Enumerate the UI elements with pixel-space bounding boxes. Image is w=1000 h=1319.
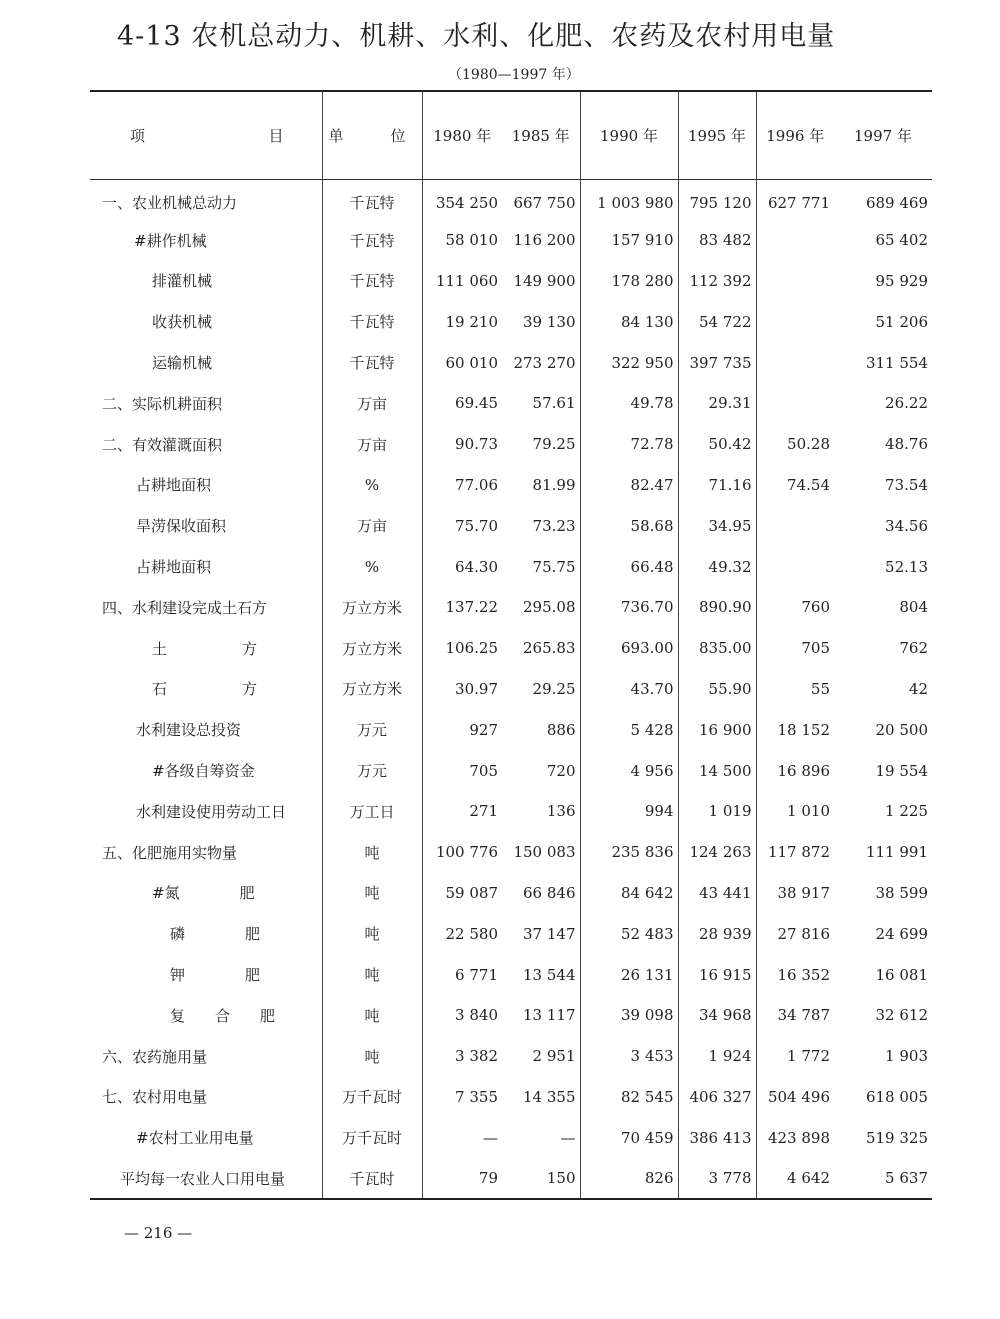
row-value-cell: 82.47 bbox=[580, 465, 678, 506]
row-value-cell: 84 130 bbox=[580, 301, 678, 342]
row-value-cell: 52 483 bbox=[580, 913, 678, 954]
row-unit: 千瓦特 bbox=[322, 261, 422, 302]
row-value-cell: 5 428 bbox=[580, 709, 678, 750]
row-value-cell: 54 722 bbox=[678, 301, 756, 342]
row-item-label: 六、农药施用量 bbox=[102, 1047, 208, 1066]
row-value-cell: 57.61 bbox=[532, 394, 576, 413]
row-value-cell: 64.30 bbox=[422, 546, 502, 587]
row-value-cell: 100 776 bbox=[422, 832, 502, 873]
row-value-cell: 6 771 bbox=[422, 954, 502, 995]
row-item-label: 平均每一农业人口用电量 bbox=[120, 1169, 286, 1188]
row-value-cell: 311 554 bbox=[865, 353, 928, 372]
row-value-cell: 22 580 bbox=[422, 913, 502, 954]
row-value-cell: 38 917 bbox=[756, 873, 834, 914]
table-row bbox=[90, 873, 932, 914]
row-value-cell: 66.48 bbox=[580, 546, 678, 587]
row-value-cell: 79 bbox=[422, 1158, 502, 1199]
row-value-cell: 34 787 bbox=[756, 995, 834, 1036]
row-item-label: 一、农业机械总动力 bbox=[102, 194, 238, 213]
table-row bbox=[90, 587, 932, 628]
row-value-cell bbox=[756, 220, 834, 261]
row-unit: 万元 bbox=[322, 709, 422, 750]
row-value-cell: 804 bbox=[899, 598, 928, 617]
row-item-label: #氮 肥 bbox=[152, 884, 255, 903]
row-value-cell: 423 898 bbox=[756, 1117, 834, 1158]
page-title: 4-13 农机总动力、机耕、水利、化肥、农药及农村用电量 bbox=[117, 21, 836, 52]
row-item-label: 土 方 bbox=[152, 639, 258, 658]
table-row bbox=[90, 342, 932, 383]
row-value-cell: 150 083 bbox=[513, 843, 576, 862]
row-unit: 万元 bbox=[322, 750, 422, 791]
table-row bbox=[90, 1077, 932, 1118]
row-value-cell: 618 005 bbox=[865, 1087, 928, 1106]
row-value-cell: 149 900 bbox=[513, 271, 576, 290]
row-value-cell: 49.32 bbox=[678, 546, 756, 587]
row-value-cell: 762 bbox=[899, 639, 928, 658]
row-value-cell: 3 778 bbox=[678, 1158, 756, 1199]
row-value-cell: 38 599 bbox=[875, 883, 928, 902]
header-unit-left: 单 bbox=[328, 126, 344, 145]
table-row bbox=[90, 954, 932, 995]
row-value-cell: 124 263 bbox=[678, 832, 756, 873]
row-value-cell: 519 325 bbox=[865, 1128, 928, 1147]
row-item-label: 占耕地面积 bbox=[136, 476, 212, 495]
header-year-1990: 1990 年 bbox=[580, 91, 678, 179]
row-value-cell: 760 bbox=[756, 587, 834, 628]
row-value-cell: 178 280 bbox=[580, 261, 678, 302]
row-value-cell: 271 bbox=[422, 791, 502, 832]
row-value-cell: 65 402 bbox=[875, 231, 928, 250]
row-value-cell: 90.73 bbox=[422, 424, 502, 465]
row-value-cell: 71.16 bbox=[678, 465, 756, 506]
header-year-1997: 1997 年 bbox=[834, 91, 932, 179]
row-value-cell: — bbox=[422, 1117, 502, 1158]
row-value-cell: 43 441 bbox=[678, 873, 756, 914]
page-subtitle: （1980—1997 年） bbox=[448, 67, 580, 83]
row-item-label: 水利建设使用劳动工日 bbox=[136, 802, 287, 821]
table-row bbox=[90, 628, 932, 669]
row-value-cell: 106.25 bbox=[422, 628, 502, 669]
table-row bbox=[90, 791, 932, 832]
row-value-cell: 2 951 bbox=[532, 1047, 576, 1066]
row-value-cell: 48.76 bbox=[885, 435, 928, 454]
row-unit: 千瓦特 bbox=[322, 301, 422, 342]
header-year-1995: 1995 年 bbox=[678, 91, 756, 179]
row-value-cell: 1 010 bbox=[756, 791, 834, 832]
row-value-cell: 4 956 bbox=[580, 750, 678, 791]
row-value-cell: 59 087 bbox=[422, 873, 502, 914]
row-value-cell: 3 453 bbox=[580, 1036, 678, 1077]
row-value-cell: 705 bbox=[756, 628, 834, 669]
row-unit: 吨 bbox=[322, 954, 422, 995]
row-unit: 万亩 bbox=[322, 505, 422, 546]
statistics-table bbox=[90, 90, 932, 1200]
row-item-label: 磷 肥 bbox=[170, 925, 261, 944]
table-row bbox=[90, 465, 932, 506]
row-value-cell: 79.25 bbox=[532, 435, 576, 454]
table-row bbox=[90, 220, 932, 261]
row-value-cell: 32 612 bbox=[875, 1006, 928, 1025]
row-unit: 吨 bbox=[322, 1036, 422, 1077]
row-item-label: 四、水利建设完成土石方 bbox=[102, 598, 268, 617]
row-value-cell: 69.45 bbox=[422, 383, 502, 424]
header-item-right: 目 bbox=[268, 126, 284, 145]
statistics-table-container bbox=[90, 90, 932, 1200]
row-value-cell: 50.42 bbox=[678, 424, 756, 465]
row-value-cell: 137.22 bbox=[422, 587, 502, 628]
row-value-cell: 7 355 bbox=[422, 1077, 502, 1118]
header-item-left: 项 bbox=[130, 126, 146, 145]
row-value-cell: 835.00 bbox=[678, 628, 756, 669]
row-value-cell: 19 210 bbox=[422, 301, 502, 342]
row-unit: 万立方米 bbox=[322, 587, 422, 628]
row-value-cell: 58 010 bbox=[422, 220, 502, 261]
row-value-cell bbox=[756, 546, 834, 587]
table-row bbox=[90, 1117, 932, 1158]
row-value-cell: 322 950 bbox=[580, 342, 678, 383]
row-value-cell: 406 327 bbox=[678, 1077, 756, 1118]
row-value-cell: 397 735 bbox=[678, 342, 756, 383]
row-value-cell: 295.08 bbox=[523, 598, 576, 617]
row-value-cell: 150 bbox=[546, 1169, 576, 1188]
page-number: — 216 — bbox=[124, 1224, 193, 1242]
row-value-cell: 95 929 bbox=[875, 271, 928, 290]
row-value-cell: 627 771 bbox=[756, 179, 834, 220]
row-value-cell: 60 010 bbox=[422, 342, 502, 383]
row-value-cell: 77.06 bbox=[422, 465, 502, 506]
row-value-cell: 720 bbox=[546, 761, 576, 780]
row-value-cell: 29.31 bbox=[678, 383, 756, 424]
row-value-cell: 52.13 bbox=[885, 557, 928, 576]
row-value-cell: 13 544 bbox=[523, 965, 576, 984]
row-value-cell: — bbox=[560, 1128, 576, 1147]
row-item-label: 二、有效灌溉面积 bbox=[102, 435, 223, 454]
row-value-cell: 42 bbox=[908, 679, 928, 698]
row-value-cell: 29.25 bbox=[532, 679, 576, 698]
header-year-1980: 1980 年 bbox=[422, 91, 502, 179]
row-unit: % bbox=[322, 465, 422, 506]
row-value-cell: 55.90 bbox=[678, 669, 756, 710]
row-value-cell: 1 903 bbox=[885, 1047, 928, 1066]
row-value-cell: 83 482 bbox=[678, 220, 756, 261]
row-unit: 万千瓦时 bbox=[322, 1117, 422, 1158]
row-value-cell: 136 bbox=[546, 802, 576, 821]
row-value-cell: 667 750 bbox=[513, 193, 576, 212]
row-unit: 万亩 bbox=[322, 383, 422, 424]
row-value-cell: 43.70 bbox=[580, 669, 678, 710]
row-value-cell: 58.68 bbox=[580, 505, 678, 546]
row-unit: 千瓦特 bbox=[322, 342, 422, 383]
row-value-cell: 5 637 bbox=[885, 1169, 928, 1188]
row-item-label: 水利建设总投资 bbox=[136, 721, 242, 740]
table-row bbox=[90, 505, 932, 546]
row-value-cell: 24 699 bbox=[875, 924, 928, 943]
row-value-cell bbox=[756, 261, 834, 302]
table-row bbox=[90, 750, 932, 791]
row-value-cell: 51 206 bbox=[875, 312, 928, 331]
row-value-cell: 37 147 bbox=[523, 924, 576, 943]
row-value-cell: 890.90 bbox=[678, 587, 756, 628]
row-value-cell: 689 469 bbox=[865, 193, 928, 212]
row-value-cell bbox=[756, 505, 834, 546]
row-value-cell: 27 816 bbox=[756, 913, 834, 954]
header-row bbox=[90, 91, 932, 179]
row-value-cell: 34.56 bbox=[885, 516, 928, 535]
row-item-label: 七、农村用电量 bbox=[102, 1088, 208, 1107]
table-row bbox=[90, 669, 932, 710]
row-value-cell: 19 554 bbox=[875, 761, 928, 780]
row-unit: 万立方米 bbox=[322, 628, 422, 669]
row-value-cell: 26 131 bbox=[580, 954, 678, 995]
row-value-cell: 75.70 bbox=[422, 505, 502, 546]
row-value-cell: 39 130 bbox=[523, 312, 576, 331]
row-value-cell: 73.23 bbox=[532, 516, 576, 535]
row-item-label: #农村工业用电量 bbox=[136, 1129, 254, 1148]
row-value-cell: 16 352 bbox=[756, 954, 834, 995]
table-row bbox=[90, 179, 932, 220]
row-value-cell: 111 991 bbox=[865, 843, 928, 862]
row-value-cell: 55 bbox=[756, 669, 834, 710]
row-value-cell: 74.54 bbox=[756, 465, 834, 506]
table-row bbox=[90, 261, 932, 302]
row-unit: 千瓦时 bbox=[322, 1158, 422, 1199]
table-row bbox=[90, 1036, 932, 1077]
row-item-label: 石 方 bbox=[152, 680, 258, 699]
row-item-label: 运输机械 bbox=[152, 354, 213, 373]
row-item-label: 二、实际机耕面积 bbox=[102, 394, 223, 413]
row-value-cell: 39 098 bbox=[580, 995, 678, 1036]
row-unit: 万千瓦时 bbox=[322, 1077, 422, 1118]
row-value-cell: 1 003 980 bbox=[580, 179, 678, 220]
row-value-cell: 1 924 bbox=[678, 1036, 756, 1077]
row-value-cell: 30.97 bbox=[422, 669, 502, 710]
row-item-label: 收获机械 bbox=[152, 313, 213, 332]
row-item-label: 复 合 肥 bbox=[170, 1006, 276, 1025]
row-unit: 万立方米 bbox=[322, 669, 422, 710]
row-value-cell: 111 060 bbox=[422, 261, 502, 302]
row-value-cell: 81.99 bbox=[532, 475, 576, 494]
row-value-cell: 3 382 bbox=[422, 1036, 502, 1077]
row-item-label: 旱涝保收面积 bbox=[136, 517, 227, 536]
row-unit: 吨 bbox=[322, 832, 422, 873]
row-value-cell: 72.78 bbox=[580, 424, 678, 465]
row-value-cell: 927 bbox=[422, 709, 502, 750]
row-item-label: #耕作机械 bbox=[134, 231, 207, 250]
row-value-cell bbox=[756, 342, 834, 383]
row-value-cell: 116 200 bbox=[513, 231, 576, 250]
row-value-cell: 994 bbox=[580, 791, 678, 832]
row-value-cell: 14 355 bbox=[523, 1087, 576, 1106]
row-value-cell: 66 846 bbox=[523, 883, 576, 902]
row-value-cell bbox=[756, 301, 834, 342]
header-item bbox=[90, 91, 322, 179]
row-value-cell: 16 900 bbox=[678, 709, 756, 750]
row-item-label: 钾 肥 bbox=[170, 966, 261, 985]
table-row bbox=[90, 709, 932, 750]
row-value-cell: 265.83 bbox=[523, 639, 576, 658]
row-value-cell: 157 910 bbox=[580, 220, 678, 261]
table-row bbox=[90, 1158, 932, 1199]
row-value-cell: 16 896 bbox=[756, 750, 834, 791]
row-value-cell: 1 772 bbox=[756, 1036, 834, 1077]
row-item-label: 五、化肥施用实物量 bbox=[102, 843, 238, 862]
row-unit: 万工日 bbox=[322, 791, 422, 832]
row-value-cell: 795 120 bbox=[678, 179, 756, 220]
row-value-cell bbox=[756, 383, 834, 424]
row-value-cell: 1 019 bbox=[678, 791, 756, 832]
row-value-cell: 16 081 bbox=[875, 965, 928, 984]
row-value-cell: 50.28 bbox=[756, 424, 834, 465]
row-value-cell: 70 459 bbox=[580, 1117, 678, 1158]
row-item-label: #各级自筹资金 bbox=[152, 762, 255, 781]
row-unit: 吨 bbox=[322, 913, 422, 954]
row-value-cell: 26.22 bbox=[885, 394, 928, 413]
row-value-cell: 84 642 bbox=[580, 873, 678, 914]
row-value-cell: 117 872 bbox=[756, 832, 834, 873]
row-value-cell: 273 270 bbox=[513, 353, 576, 372]
row-value-cell: 18 152 bbox=[756, 709, 834, 750]
header-year-1996: 1996 年 bbox=[756, 91, 834, 179]
row-item-label: 排灌机械 bbox=[152, 272, 213, 291]
row-unit: 吨 bbox=[322, 995, 422, 1036]
header-unit bbox=[322, 91, 422, 179]
row-value-cell: 3 840 bbox=[422, 995, 502, 1036]
row-unit: 千瓦特 bbox=[322, 179, 422, 220]
row-value-cell: 886 bbox=[546, 720, 576, 739]
row-value-cell: 354 250 bbox=[422, 179, 502, 220]
row-value-cell: 82 545 bbox=[580, 1077, 678, 1118]
row-value-cell: 693.00 bbox=[580, 628, 678, 669]
header-unit-right: 位 bbox=[390, 126, 406, 145]
row-value-cell: 736.70 bbox=[580, 587, 678, 628]
row-item-label: 占耕地面积 bbox=[136, 558, 212, 577]
row-value-cell: 16 915 bbox=[678, 954, 756, 995]
row-value-cell: 34 968 bbox=[678, 995, 756, 1036]
row-value-cell: 73.54 bbox=[885, 475, 928, 494]
table-row bbox=[90, 383, 932, 424]
row-value-cell: 235 836 bbox=[580, 832, 678, 873]
row-value-cell: 112 392 bbox=[678, 261, 756, 302]
row-value-cell: 14 500 bbox=[678, 750, 756, 791]
row-value-cell: 28 939 bbox=[678, 913, 756, 954]
table-row bbox=[90, 995, 932, 1036]
row-value-cell: 504 496 bbox=[756, 1077, 834, 1118]
row-value-cell: 20 500 bbox=[875, 720, 928, 739]
row-value-cell: 705 bbox=[422, 750, 502, 791]
row-value-cell: 826 bbox=[580, 1158, 678, 1199]
row-unit: 千瓦特 bbox=[322, 220, 422, 261]
header-year-1985: 1985 年 bbox=[502, 91, 580, 179]
table-row bbox=[90, 832, 932, 873]
row-unit: % bbox=[322, 546, 422, 587]
table-body bbox=[90, 179, 932, 1199]
table-row bbox=[90, 913, 932, 954]
row-value-cell: 386 413 bbox=[678, 1117, 756, 1158]
row-value-cell: 49.78 bbox=[580, 383, 678, 424]
row-value-cell: 34.95 bbox=[678, 505, 756, 546]
row-value-cell: 1 225 bbox=[885, 802, 928, 821]
table-row bbox=[90, 424, 932, 465]
row-unit: 吨 bbox=[322, 873, 422, 914]
row-value-cell: 75.75 bbox=[532, 557, 576, 576]
table-row bbox=[90, 546, 932, 587]
table-row bbox=[90, 301, 932, 342]
row-value-cell: 13 117 bbox=[523, 1006, 576, 1025]
row-value-cell: 4 642 bbox=[756, 1158, 834, 1199]
row-unit: 万亩 bbox=[322, 424, 422, 465]
